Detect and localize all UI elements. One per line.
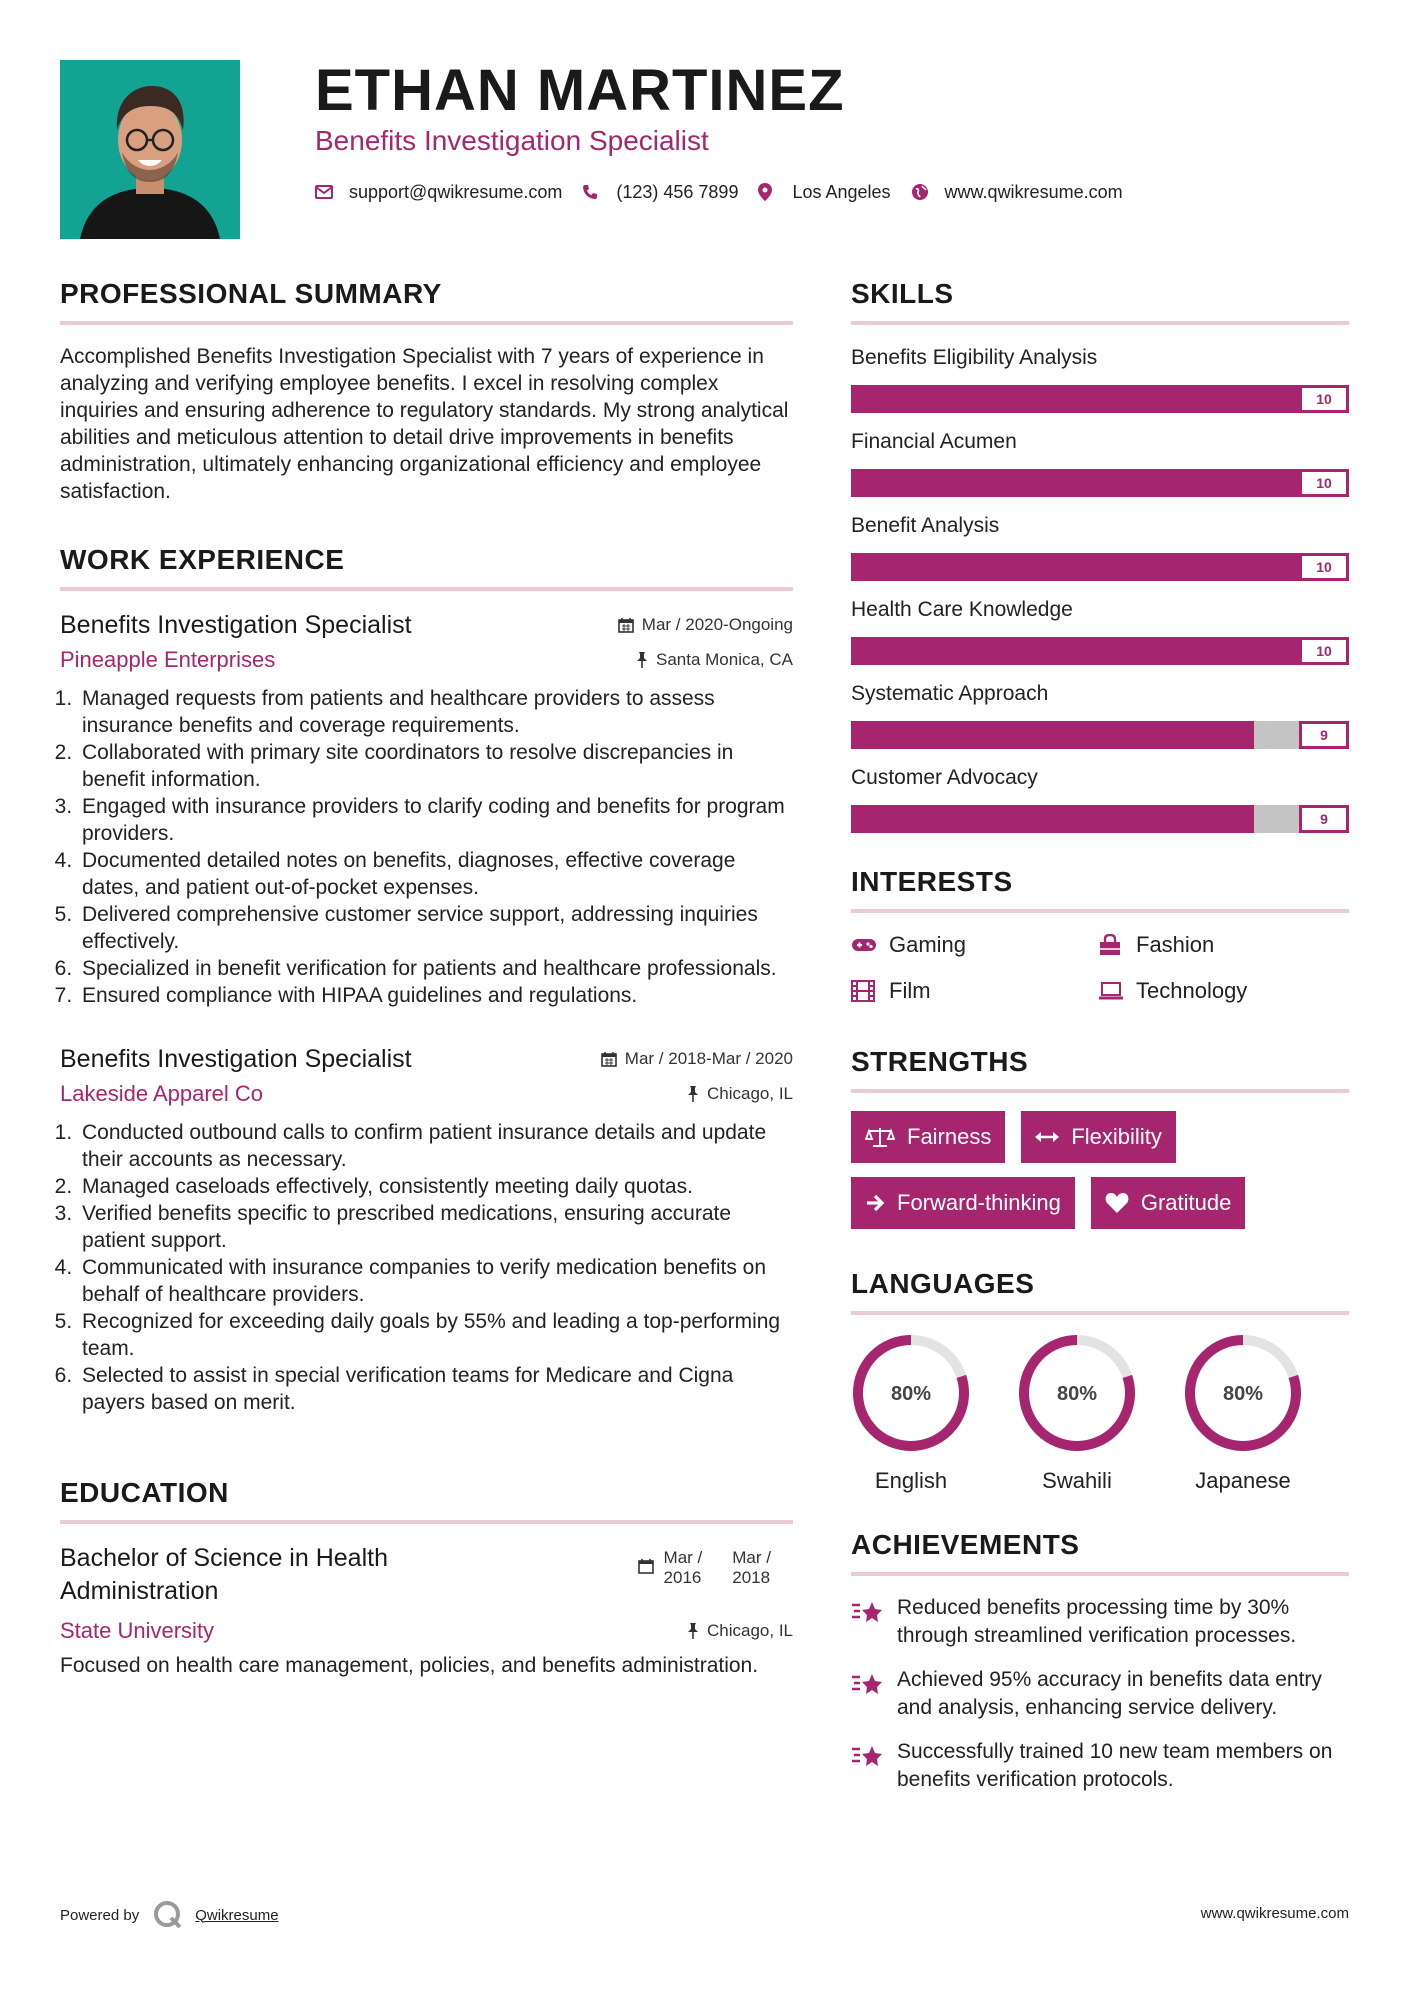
- list-item: 2. Managed caseloads effectively, consistently meeting daily quotas.: [78, 1173, 793, 1200]
- experience-heading: WORK EXPERIENCE: [60, 544, 345, 575]
- list-item: 5. Delivered comprehensive customer service support, addressing inquiries effectively.: [78, 901, 793, 955]
- contact-location: Los Angeles: [792, 181, 891, 202]
- left-column: [60, 275, 793, 1679]
- list-item: 1. Conducted outbound calls to confirm patient insurance details and update their accounts as necessary.: [78, 1119, 793, 1173]
- job-location: [636, 650, 793, 670]
- skill-item: [851, 679, 1349, 749]
- strength-label: Gratitude: [1140, 1190, 1232, 1215]
- list-item: 4. Communicated with insurance companies to verify medication benefits on behalf of healthcare providers.: [78, 1254, 793, 1308]
- interest-item: [851, 977, 1098, 1005]
- footer-website[interactable]: www.qwikresume.com: [1200, 1905, 1349, 1922]
- shooting-star-icon: [851, 1668, 885, 1698]
- skill-level-badge: 10: [1299, 637, 1349, 665]
- skill-bar: [851, 385, 1349, 413]
- interest-item: [1098, 931, 1349, 959]
- powered-by-label: Powered by: [60, 1906, 140, 1924]
- pushpin-icon: [636, 652, 648, 668]
- shooting-star-icon: [851, 1740, 885, 1770]
- start-year: 2016: [663, 1568, 702, 1587]
- strength-chip: [851, 1177, 1075, 1229]
- pushpin-icon: [687, 1086, 699, 1102]
- skill-bar-fill: [851, 721, 1254, 749]
- right-column: [851, 275, 1349, 1810]
- languages-heading: LANGUAGES: [851, 1268, 1035, 1299]
- strength-chip: [851, 1111, 1005, 1163]
- list-item: 6. Specialized in benefit verification for patients and healthcare professionals.: [78, 955, 793, 982]
- language-percent: 80%: [890, 1383, 932, 1405]
- language-ring: [851, 1333, 971, 1453]
- company-name: Lakeside Apparel Co: [60, 1081, 264, 1106]
- job-role: Benefits Investigation Specialist: [60, 1045, 412, 1073]
- strengths-heading: STRENGTHS: [851, 1046, 1029, 1077]
- gamepad-icon: [851, 934, 877, 956]
- skill-level-badge: 9: [1299, 805, 1349, 833]
- candidate-name: ETHAN MARTINEZ: [315, 58, 845, 123]
- section-divider: [851, 909, 1349, 913]
- skill-level-badge: 10: [1299, 553, 1349, 581]
- school-location-text: Chicago, IL: [707, 1621, 793, 1640]
- language-item: [1183, 1333, 1349, 1494]
- list-item: 5. Recognized for exceeding daily goals by 55% and leading a top-performing team.: [78, 1308, 793, 1362]
- skill-name: Customer Advocacy: [851, 766, 1038, 789]
- education-heading: EDUCATION: [60, 1477, 229, 1508]
- education-description: Focused on health care management, policies, and benefits administration.: [60, 1654, 759, 1677]
- achievement-item: [851, 1594, 1349, 1650]
- section-divider: [60, 321, 793, 325]
- language-ring: [1017, 1333, 1137, 1453]
- language-name: English: [874, 1468, 948, 1493]
- skill-bar-fill: [851, 385, 1349, 413]
- section-divider: [60, 587, 793, 591]
- start-month: Mar /: [663, 1548, 703, 1567]
- job-entry: [60, 609, 793, 1009]
- end-month: Mar /: [732, 1548, 771, 1567]
- balance-scale-icon: [865, 1126, 895, 1148]
- section-divider: [851, 1311, 1349, 1315]
- skill-bar-fill: [851, 553, 1349, 581]
- job-role: Benefits Investigation Specialist: [60, 611, 412, 639]
- degree-title-line1: Bachelor of Science in Health: [60, 1544, 388, 1572]
- candidate-title: Benefits Investigation Specialist: [315, 125, 709, 156]
- skill-item: [851, 511, 1349, 581]
- job-location-text: Santa Monica, CA: [655, 650, 793, 669]
- strengths-section: [851, 1043, 1349, 1229]
- achievement-text: Successfully trained 10 new team members on benefits verification protocols.: [897, 1740, 1333, 1791]
- skill-bar-fill: [851, 637, 1349, 665]
- language-percent: 80%: [1222, 1383, 1264, 1405]
- company-name: Pineapple Enterprises: [60, 647, 276, 672]
- shopping-bag-icon: [1098, 934, 1124, 956]
- achievement-text: Achieved 95% accuracy in benefits data entry and analysis, enhancing service delivery.: [897, 1668, 1322, 1719]
- skill-item: [851, 427, 1349, 497]
- job-bullets: [60, 685, 793, 1009]
- heart-icon: [1105, 1192, 1129, 1214]
- profile-photo: [60, 60, 240, 239]
- section-divider: [851, 1572, 1349, 1576]
- interest-label: Technology: [1136, 978, 1248, 1003]
- strength-label: Forward-thinking: [897, 1190, 1061, 1215]
- skill-item: [851, 595, 1349, 665]
- school-location: [687, 1621, 793, 1641]
- skill-name: Benefits Eligibility Analysis: [851, 346, 1098, 369]
- contact-email[interactable]: support@qwikresume.com: [349, 181, 563, 202]
- achievements-section: [851, 1526, 1349, 1794]
- calendar-icon: [618, 617, 634, 633]
- list-item: 3. Engaged with insurance providers to clarify coding and benefits for program providers.: [78, 793, 793, 847]
- calendar-icon: [638, 1558, 654, 1574]
- strength-chip: [1021, 1111, 1175, 1163]
- summary-section: [60, 275, 793, 505]
- skill-bar: [851, 721, 1349, 749]
- list-item: 6. Selected to assist in special verification teams for Medicare and Cigna payers based on merit.: [78, 1362, 793, 1416]
- language-item: [851, 1333, 1017, 1494]
- skill-bar: [851, 469, 1349, 497]
- skill-bar-fill: [851, 469, 1349, 497]
- skills-list: [851, 343, 1349, 833]
- phone-icon: [582, 183, 600, 201]
- skill-level-badge: 10: [1299, 385, 1349, 413]
- contact-website[interactable]: www.qwikresume.com: [944, 181, 1123, 202]
- job-bullets: [60, 1119, 793, 1416]
- footer-branding: [60, 1898, 279, 1932]
- shooting-star-icon: [851, 1596, 885, 1626]
- skill-name: Health Care Knowledge: [851, 598, 1073, 621]
- section-divider: [851, 1089, 1349, 1093]
- summary-text: Accomplished Benefits Investigation Specialist with 7 years of experience in analyzing and verifying employee benefits. I excel in resolving complex inquiries and ensuring adherence to regulatory standards. My strong analytical abilities and meticulous attention to detail drive improvements in benefits administration, ultimately enhancing organizational efficiency and employee satisfaction.: [60, 345, 789, 503]
- job-entry: [60, 1043, 793, 1416]
- skills-heading: SKILLS: [851, 278, 954, 309]
- pushpin-icon: [687, 1623, 699, 1639]
- interest-item: [851, 931, 1098, 959]
- skill-name: Systematic Approach: [851, 682, 1049, 705]
- job-location: [687, 1084, 793, 1104]
- interests-section: [851, 863, 1349, 1005]
- end-year: 2018: [732, 1568, 771, 1587]
- experience-section: [60, 541, 793, 1416]
- list-item: 3. Verified benefits specific to prescribed medications, ensuring accurate patient support.: [78, 1200, 793, 1254]
- achievement-item: [851, 1738, 1349, 1794]
- achievement-item: [851, 1666, 1349, 1722]
- language-name: Japanese: [1195, 1468, 1291, 1493]
- skill-level-badge: 10: [1299, 469, 1349, 497]
- language-name: Swahili: [1042, 1468, 1112, 1493]
- strength-chip: [1091, 1177, 1246, 1229]
- contact-info: [315, 178, 1143, 206]
- degree-title-line2: Administration: [60, 1577, 219, 1605]
- list-item: 2. Collaborated with primary site coordinators to resolve discrepancies in benefit information.: [78, 739, 793, 793]
- achievements-heading: ACHIEVEMENTS: [851, 1529, 1080, 1560]
- list-item: 4. Documented detailed notes on benefits, diagnoses, effective coverage dates, and patient out-of-pocket expenses.: [78, 847, 793, 901]
- skill-bar: [851, 805, 1349, 833]
- laptop-icon: [1098, 980, 1124, 1002]
- interest-item: [1098, 977, 1349, 1005]
- achievement-text: Reduced benefits processing time by 30% through streamlined verification processes.: [897, 1596, 1297, 1647]
- languages-list: [851, 1333, 1349, 1494]
- job-dates-text: Mar / 2020-Ongoing: [641, 615, 793, 634]
- skill-bar-fill: [851, 805, 1254, 833]
- skill-bar: [851, 637, 1349, 665]
- globe-icon: [911, 183, 929, 201]
- skill-name: Financial Acumen: [851, 430, 1017, 453]
- section-divider: [60, 1520, 793, 1524]
- calendar-icon: [601, 1051, 617, 1067]
- languages-section: [851, 1265, 1349, 1494]
- education-dates: [638, 1548, 771, 1588]
- strength-label: Flexibility: [1071, 1124, 1162, 1149]
- language-percent: 80%: [1056, 1383, 1098, 1405]
- job-dates: [618, 615, 793, 635]
- summary-heading: PROFESSIONAL SUMMARY: [60, 278, 442, 309]
- language-ring: [1183, 1333, 1303, 1453]
- language-item: [1017, 1333, 1183, 1494]
- interests-heading: INTERESTS: [851, 866, 1013, 897]
- list-item: 7. Ensured compliance with HIPAA guidelines and regulations.: [78, 982, 793, 1009]
- interest-label: Fashion: [1136, 932, 1215, 957]
- strength-label: Fairness: [907, 1124, 992, 1149]
- section-divider: [851, 321, 1349, 325]
- arrows-horizontal-icon: [1035, 1130, 1059, 1144]
- envelope-icon: [315, 183, 333, 201]
- job-location-text: Chicago, IL: [707, 1084, 793, 1103]
- school-name: State University: [60, 1618, 215, 1643]
- skill-level-badge: 9: [1299, 721, 1349, 749]
- education-section: [60, 1474, 793, 1679]
- skills-section: [851, 275, 1349, 833]
- skill-bar: [851, 553, 1349, 581]
- job-dates-text: Mar / 2018-Mar / 2020: [624, 1049, 793, 1068]
- qwikresume-logo-icon: [153, 1900, 183, 1930]
- interest-label: Gaming: [889, 932, 967, 957]
- map-pin-icon: [758, 183, 776, 201]
- skill-name: Benefit Analysis: [851, 514, 1000, 537]
- job-dates: [601, 1049, 793, 1069]
- skill-item: [851, 343, 1349, 413]
- skill-item: [851, 763, 1349, 833]
- contact-phone[interactable]: (123) 456 7899: [616, 181, 739, 202]
- list-item: 1. Managed requests from patients and healthcare providers to assess insurance benefits and coverage requirements.: [78, 685, 793, 739]
- interest-label: Film: [889, 978, 931, 1003]
- qwikresume-link[interactable]: Qwikresume: [195, 1906, 279, 1924]
- film-icon: [851, 980, 877, 1002]
- arrow-right-icon: [865, 1193, 885, 1213]
